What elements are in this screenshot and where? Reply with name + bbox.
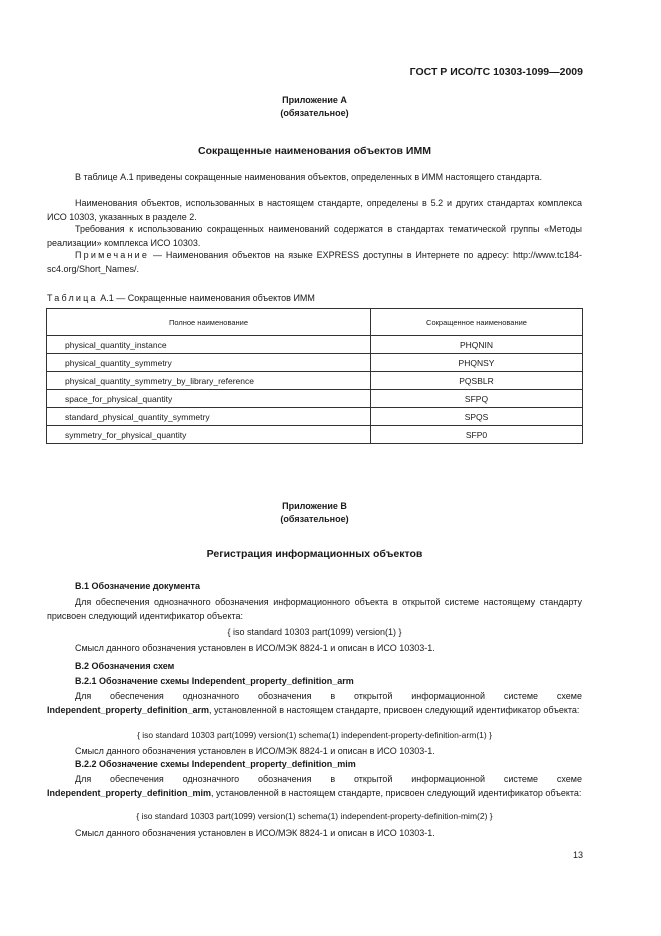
- table-row: [47, 390, 583, 408]
- arm-schema-identifier: { iso standard 10303 part(1099) version(1) schema(1) independent-property-definition-arm(1) }: [137, 730, 492, 740]
- note-text: — Наименования объектов на языке EXPRESS доступны в Интернете по адресу: http://www.tc184-sc4.org/Short_Names/.: [47, 250, 582, 274]
- table-row: [47, 336, 583, 354]
- mim-schema-name: Independent_property_definition_mim: [47, 788, 212, 798]
- annex-a-paragraph-2: Наименования объектов, использованных в настоящем стандарте, определены в 5.2 и других стандартах комплекса ИСО 10303, указанных в разделе 2.: [47, 198, 582, 222]
- annex-b-heading: Регистрация информационных объектов: [206, 548, 423, 560]
- page-number: 13: [572, 850, 583, 860]
- full-name-cell: physical_quantity_symmetry_by_library_reference: [47, 372, 371, 390]
- annex-a-note: [47, 248, 582, 276]
- annex-a-status: (обязательное): [280, 108, 349, 118]
- document-object-identifier: { iso standard 10303 part(1099) version(1) }: [227, 627, 402, 637]
- table-caption-text: А.1 — Сокращенные наименования объектов ИММ: [97, 293, 315, 303]
- section-b22-text-end: , установленной в настоящем стандарте, присвоен следующий идентификатор объекта:: [211, 788, 582, 798]
- full-name-cell: physical_quantity_symmetry: [47, 354, 371, 372]
- short-name-cell: PHQNIN: [371, 336, 583, 354]
- annex-a-title: Приложение А: [282, 95, 347, 105]
- document-code: ГОСТ Р ИСО/ТС 10303-1099—2009: [409, 66, 583, 78]
- table-row: [47, 426, 583, 444]
- full-name-cell: standard_physical_quantity_symmetry: [47, 408, 371, 426]
- section-b1-text: Для обеспечения однозначного обозначения информационного объекта в открытой системе настоящему стандарту присвоен следующий идентификатор объекта:: [47, 597, 582, 621]
- section-b2-title: В.2 Обозначения схем: [75, 661, 175, 671]
- section-b22-text: [47, 772, 582, 800]
- section-b21-text: [47, 689, 582, 717]
- annex-b-status: (обязательное): [280, 514, 349, 524]
- section-b1-title: В.1 Обозначение документа: [75, 581, 200, 591]
- section-b22-title: В.2.2 Обозначение схемы Independent_property_definition_mim: [75, 759, 356, 769]
- table-header-row: [47, 309, 583, 336]
- note-label: Примечание: [75, 250, 150, 260]
- full-name-cell: space_for_physical_quantity: [47, 390, 371, 408]
- annex-b-title: Приложение В: [282, 501, 347, 511]
- section-b21-title: В.2.1 Обозначение схемы Independent_property_definition_arm: [75, 676, 354, 686]
- table-caption: [47, 292, 582, 304]
- short-name-cell: PHQNSY: [371, 354, 583, 372]
- short-name-cell: SFPQ: [371, 390, 583, 408]
- section-b21-meaning: Смысл данного обозначения установлен в ИСО/МЭК 8824-1 и описан в ИСО 10303-1.: [75, 746, 435, 756]
- column-header-full-name: Полное наименование: [47, 309, 371, 336]
- annex-a-paragraph-1: В таблице А.1 приведены сокращенные наименования объектов, определенных в ИММ настоящего стандарта.: [75, 172, 542, 182]
- section-b22-meaning: Смысл данного обозначения установлен в ИСО/МЭК 8824-1 и описан в ИСО 10303-1.: [75, 828, 435, 838]
- abbreviations-table: [46, 308, 583, 444]
- section-b22-text-start: Для обеспечения однозначного обозначения в открытой информационной системе схеме: [75, 774, 582, 784]
- section-b21-text-end: , установленной в настоящем стандарте, присвоен следующий идентификатор объекта:: [209, 705, 580, 715]
- full-name-cell: physical_quantity_instance: [47, 336, 371, 354]
- annex-a-paragraph-3: Требования к использованию сокращенных наименований содержатся в стандартах тематической группы «Методы реализации» комплекса ИСО 10303.: [47, 224, 582, 248]
- table-row: [47, 372, 583, 390]
- full-name-cell: symmetry_for_physical_quantity: [47, 426, 371, 444]
- column-header-short-name: Сокращенное наименование: [371, 309, 583, 336]
- arm-schema-name: Independent_property_definition_arm: [47, 705, 210, 715]
- short-name-cell: SFP0: [371, 426, 583, 444]
- short-name-cell: SPQS: [371, 408, 583, 426]
- table-row: [47, 408, 583, 426]
- section-b1-meaning: Смысл данного обозначения установлен в ИСО/МЭК 8824-1 и описан в ИСО 10303-1.: [75, 643, 435, 653]
- annex-a-heading: Сокращенные наименования объектов ИММ: [198, 145, 431, 157]
- table-row: [47, 354, 583, 372]
- mim-schema-identifier: { iso standard 10303 part(1099) version(1) schema(1) independent-property-definition-mim(2) }: [136, 811, 493, 821]
- section-b21-text-start: Для обеспечения однозначного обозначения в открытой информационной системе схеме: [75, 691, 582, 701]
- short-name-cell: PQSBLR: [371, 372, 583, 390]
- table-label: Таблица: [47, 293, 98, 303]
